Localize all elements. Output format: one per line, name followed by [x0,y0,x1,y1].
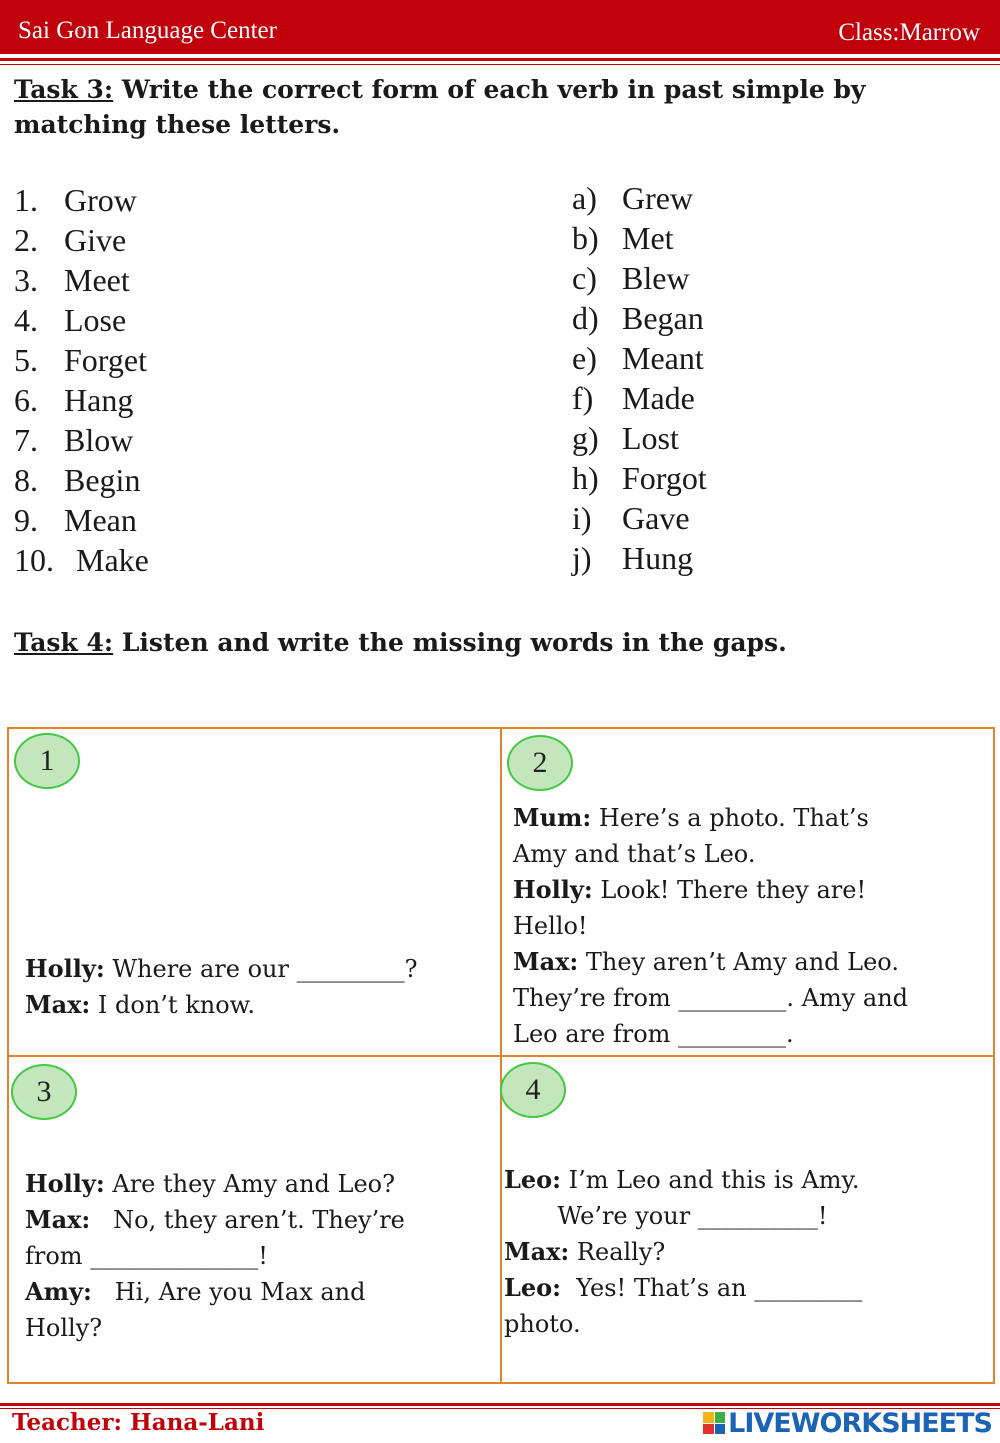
answer-word: Made [622,380,695,416]
dialogue-text: Yes! That’s an _________ [561,1274,863,1302]
answer-word: Meant [622,340,704,376]
dialogue-line [25,1310,405,1346]
class-label: Class:Marrow [838,19,980,46]
dialogue-text: Hello! [513,912,588,940]
verb-word: Give [64,222,127,258]
dialogue-text: No, they aren’t. They’re [90,1206,405,1234]
task4-instruction: Listen and write the missing words in the gaps. [113,628,787,657]
logo-square [703,1412,714,1423]
verb-word: Grow [64,182,137,218]
answer-letter: j) [572,540,592,576]
speaker-name: Mum: [513,803,592,832]
dialogue-line [504,1270,862,1306]
speaker-name: Holly: [25,1169,105,1198]
verb-item [14,182,137,219]
header-divider-thin [0,64,1000,65]
speaker-name: Holly: [25,954,105,983]
answer-item [572,420,679,457]
dialogue-text: Hi, Are you Max and [91,1278,366,1306]
verb-word: Blow [64,422,134,458]
task3-instruction-line2: matching these letters. [14,110,341,139]
dialogue-line [513,944,908,980]
verb-number: 5. [14,342,38,378]
answer-item [572,380,695,417]
dialogue-line [504,1162,862,1198]
verb-number: 8. [14,462,38,498]
verb-number: 6. [14,382,38,418]
verb-item [14,262,130,299]
speaker-name: Max: [504,1237,570,1266]
verb-item [14,222,127,259]
dialogue-line [504,1198,862,1234]
panel-4-dialogue [504,1162,862,1342]
answer-item [572,500,690,537]
task3-title [14,72,984,142]
dialogue-line [25,987,417,1023]
answer-item [572,180,694,217]
verb-item [14,302,127,339]
answer-item [572,540,694,577]
dialogue-text: I’m Leo and this is Amy. [561,1166,860,1194]
answer-letter: h) [572,460,599,496]
dialogue-text: Are they Amy and Leo? [104,1170,395,1198]
verb-number: 9. [14,502,38,538]
verb-word: Forget [64,342,147,378]
dialogue-text: We’re your __________! [504,1202,828,1230]
dialogue-text: Look! There they are! [592,876,867,904]
panel-3-number-badge: 3 [11,1064,77,1120]
dialogue-line [513,980,908,1016]
answer-letter: c) [572,260,597,296]
dialogue-text: Amy and that’s Leo. [513,840,756,868]
speaker-name: Holly: [513,875,593,904]
verb-number: 2. [14,222,38,258]
center-name: Sai Gon Language Center [18,17,277,44]
dialogue-text: from ______________! [25,1242,268,1270]
verb-item [14,462,141,499]
answer-item [572,460,707,497]
dialogue-text: Holly? [25,1314,103,1342]
answer-word: Lost [622,420,679,456]
liveworksheets-logo-icon [703,1412,725,1434]
answer-word: Began [622,300,704,336]
grid-horizontal-divider [7,1055,995,1057]
answer-word: Blew [622,260,690,296]
answer-item [572,340,704,377]
verb-item [14,502,137,539]
footer-divider [0,1403,1000,1406]
speaker-name: Leo: [504,1165,562,1194]
answer-item [572,300,704,337]
dialogue-line [504,1234,862,1270]
panel-3-dialogue [25,1166,405,1346]
answer-letter: f) [572,380,594,416]
dialogue-text: Leo are from _________. [513,1020,794,1048]
verb-number: 10. [14,542,54,578]
answer-letter: d) [572,300,599,336]
verb-word: Meet [64,262,130,298]
answer-word: Hung [622,540,694,576]
verb-item [14,542,149,579]
page-header [0,0,1000,54]
header-divider [0,58,1000,61]
verb-item [14,342,147,379]
verb-word: Make [76,542,149,578]
logo-square [703,1424,714,1435]
panel-1-dialogue [25,951,417,1023]
brand-name: LIVEWORKSHEETS [728,1407,992,1439]
dialogue-line [513,1016,908,1052]
dialogue-line [25,1166,405,1202]
verb-item [14,382,134,419]
logo-square [715,1412,726,1423]
answer-letter: i) [572,500,592,536]
speaker-name: Amy: [25,1277,92,1306]
verb-number: 4. [14,302,38,338]
dialogue-line [513,800,908,836]
panel-1-number-badge: 1 [14,733,80,789]
verb-word: Mean [64,502,137,538]
verb-item [14,422,134,459]
answer-word: Met [622,220,674,256]
answer-letter: a) [572,180,597,216]
answer-word: Grew [622,180,694,216]
dialogue-text: Where are our _________? [104,955,418,983]
dialogue-line [25,1238,405,1274]
answer-letter: b) [572,220,599,256]
verb-word: Begin [64,462,141,498]
dialogue-text: Here’s a photo. That’s [591,804,869,832]
dialogue-text: I don’t know. [90,991,255,1019]
verb-number: 1. [14,182,38,218]
dialogue-text: They aren’t Amy and Leo. [578,948,899,976]
verb-number: 3. [14,262,38,298]
speaker-name: Max: [25,990,91,1019]
answer-item [572,220,674,257]
dialogue-line [513,872,908,908]
verb-number: 7. [14,422,38,458]
logo-square [715,1424,726,1435]
dialogue-text: photo. [504,1310,581,1338]
task4-label: Task 4: [14,628,114,657]
verb-word: Lose [64,302,127,338]
task3-instruction-line1: Write the correct form of each verb in past simple by [113,75,866,104]
speaker-name: Max: [25,1205,91,1234]
dialogue-line [513,908,908,944]
verb-word: Hang [64,382,134,418]
teacher-name: Teacher: Hana-Lani [12,1409,265,1436]
answer-letter: g) [572,420,599,456]
panel-2-dialogue [513,800,908,1052]
task3-label: Task 3: [14,75,114,104]
panel-2-number-badge: 2 [507,735,573,791]
dialogue-line [25,951,417,987]
speaker-name: Max: [513,947,579,976]
dialogue-line [513,836,908,872]
dialogue-line [504,1306,862,1342]
dialogue-line [25,1274,405,1310]
dialogue-text: Really? [569,1238,666,1266]
liveworksheets-logo [703,1407,992,1439]
answer-letter: e) [572,340,597,376]
answer-word: Forgot [622,460,707,496]
speaker-name: Leo: [504,1273,562,1302]
answer-item [572,260,690,297]
answer-word: Gave [622,500,690,536]
dialogue-line [25,1202,405,1238]
panel-4-number-badge: 4 [500,1062,566,1118]
dialogue-text: They’re from _________. Amy and [513,984,909,1012]
task4-title [14,625,984,660]
